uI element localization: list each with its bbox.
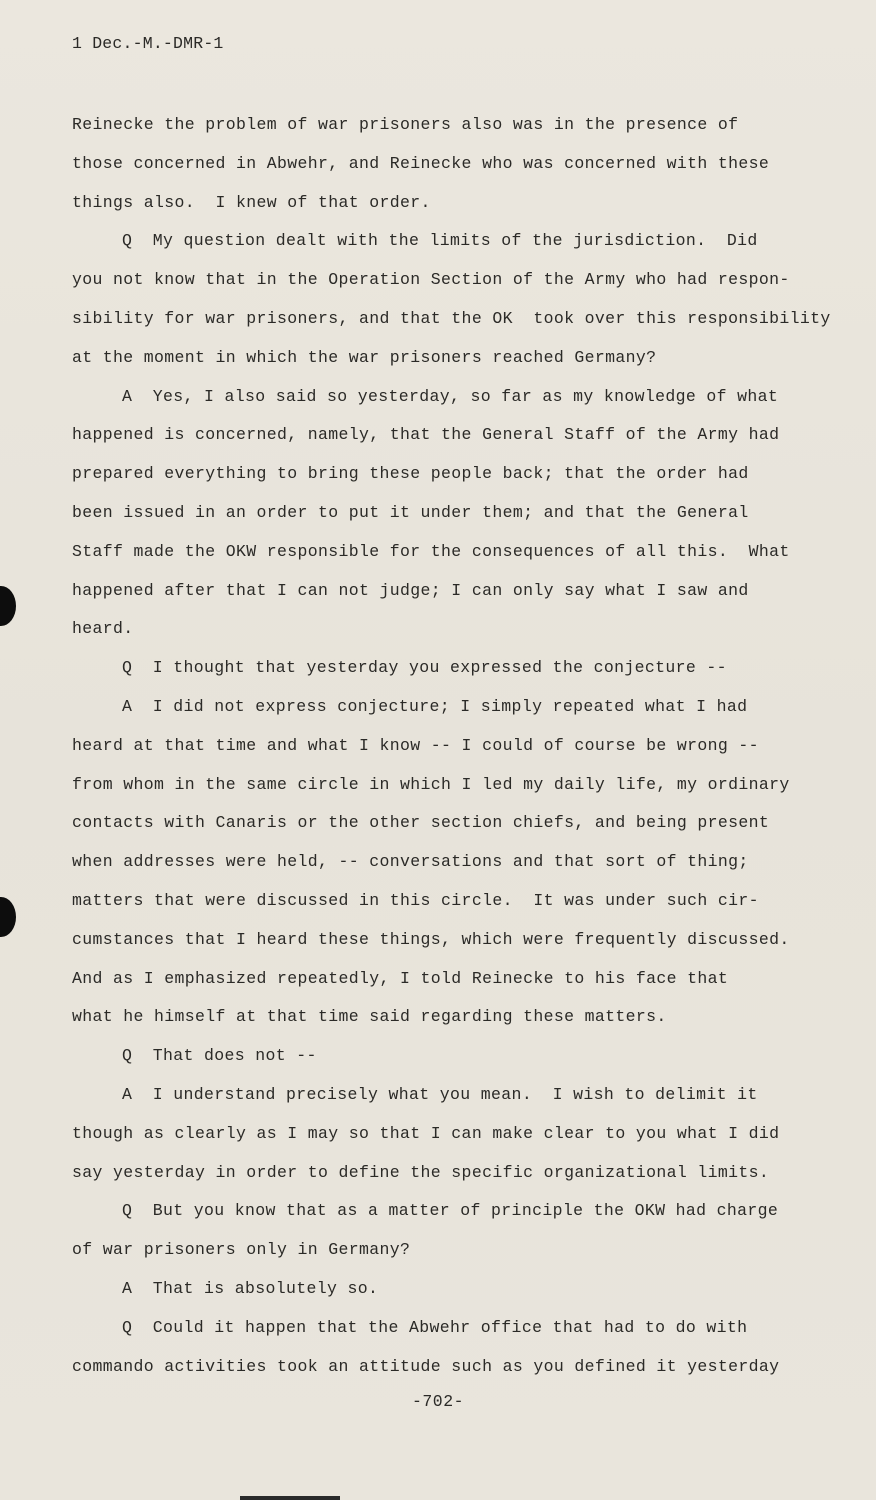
page-number: -702- (411, 1392, 464, 1411)
transcript-line: those concerned in Abwehr, and Reinecke who was concerned with these (72, 153, 770, 173)
transcript-line: Q Could it happen that the Abwehr office that had to do with (122, 1317, 748, 1337)
binder-punch-hole-upper (0, 586, 16, 626)
transcript-line: sibility for war prisoners, and that the OK took over this responsibility (72, 308, 831, 328)
transcript-line: And as I emphasized repeatedly, I told Reinecke to his face that (72, 968, 729, 988)
transcript-line: contacts with Canaris or the other section chiefs, and being present (72, 813, 770, 833)
transcript-line: heard. (72, 619, 134, 639)
transcript-line: A Yes, I also said so yesterday, so far as my knowledge of what (122, 386, 779, 406)
binder-punch-hole-lower (0, 897, 16, 937)
page-edge-mark (240, 1496, 340, 1500)
transcript-line: matters that were discussed in this circle. It was under such cir- (72, 890, 759, 910)
transcript-line: Reinecke the problem of war prisoners also was in the presence of (72, 115, 739, 134)
transcript-line: when addresses were held, -- conversations and that sort of thing; (72, 852, 749, 872)
transcript-line: of war prisoners only in Germany? (72, 1240, 411, 1260)
transcript-line: Q But you know that as a matter of principle the OKW had charge (122, 1201, 779, 1221)
transcript-line: say yesterday in order to define the specific organizational limits. (72, 1162, 770, 1182)
transcript-line: cumstances that I heard these things, which were frequently discussed. (72, 929, 790, 949)
transcript-line: A That is absolutely so. (122, 1278, 379, 1298)
transcript-line: from whom in the same circle in which I led my daily life, my ordinary (72, 774, 790, 794)
transcript-line: commando activities took an attitude such as you defined it yesterday (72, 1356, 780, 1376)
transcript-line: happened is concerned, namely, that the General Staff of the Army had (72, 425, 780, 445)
transcript-line: at the moment in which the war prisoners reached Germany? (72, 347, 657, 367)
transcript-line: Q I thought that yesterday you expressed the conjecture -- (122, 658, 727, 678)
transcript-line: things also. I knew of that order. (72, 192, 431, 212)
transcript-line: prepared everything to bring these people back; that the order had (72, 464, 749, 484)
transcript-body (72, 106, 831, 1386)
transcript-line: A I did not express conjecture; I simply repeated what I had (122, 696, 748, 716)
transcript-line: happened after that I can not judge; I can only say what I saw and (72, 580, 749, 600)
transcript-line: though as clearly as I may so that I can make clear to you what I did (72, 1123, 780, 1143)
transcript-line: Q My question dealt with the limits of the jurisdiction. Did (122, 231, 758, 251)
transcript-line: you not know that in the Operation Section of the Army who had respon- (72, 270, 790, 290)
transcript-line: A I understand precisely what you mean. I wish to delimit it (122, 1084, 758, 1104)
transcript-line: what he himself at that time said regarding these matters. (72, 1007, 667, 1027)
transcript-line: Q That does not -- (122, 1046, 317, 1066)
document-reference: 1 Dec.-M.-DMR-1 (72, 34, 224, 53)
transcript-line: heard at that time and what I know -- I could of course be wrong -- (72, 735, 759, 755)
transcript-line: been issued in an order to put it under them; and that the General (72, 502, 749, 522)
transcript-line: Staff made the OKW responsible for the consequences of all this. What (72, 541, 790, 561)
